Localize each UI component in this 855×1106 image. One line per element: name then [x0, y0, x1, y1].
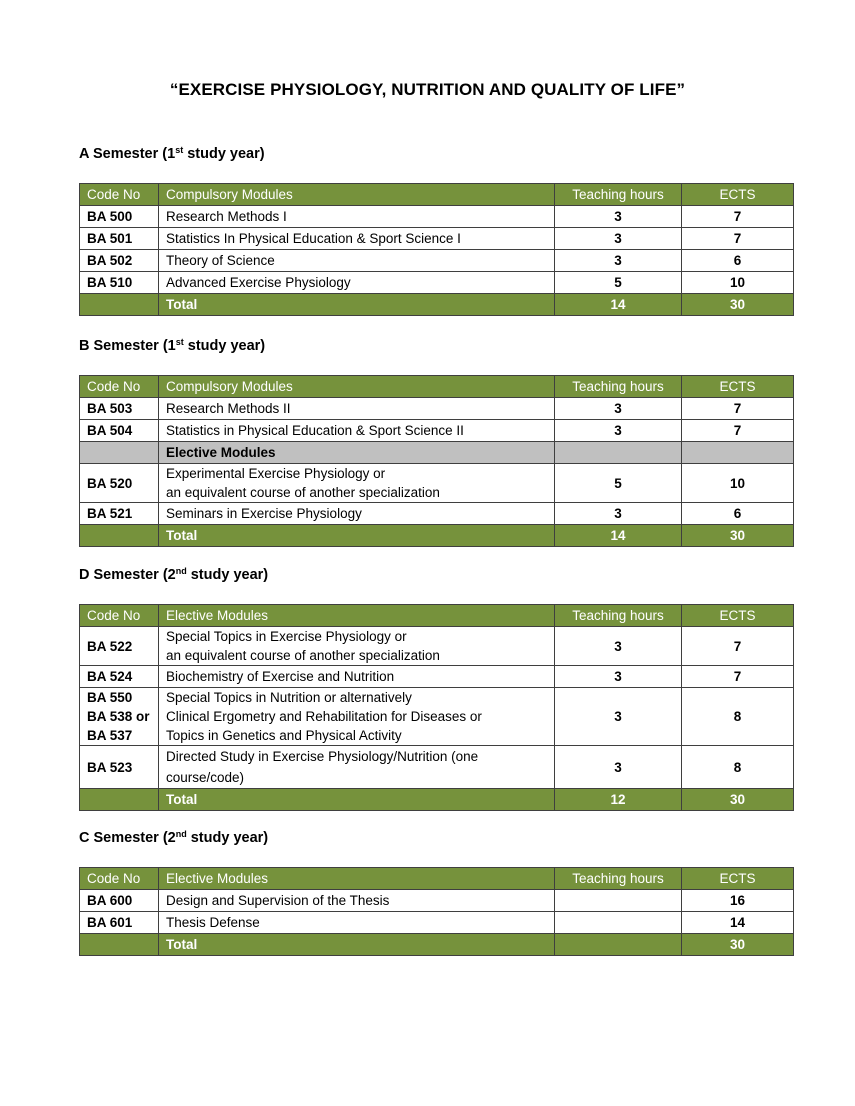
- total-hours: 12: [555, 789, 682, 811]
- elective-spacer: [555, 442, 682, 464]
- header-modules: Compulsory Modules: [159, 184, 555, 206]
- module-code: BA 502: [80, 250, 159, 272]
- header-code: Code No: [80, 376, 159, 398]
- module-code: BA 504: [80, 420, 159, 442]
- semester-c-heading: C Semester (2nd study year): [79, 829, 269, 846]
- module-ects: 7: [682, 666, 794, 688]
- header-modules: Elective Modules: [159, 868, 555, 890]
- module-code: BA 521: [80, 503, 159, 525]
- module-name: Seminars in Exercise Physiology: [159, 503, 555, 525]
- header-modules: Elective Modules: [159, 605, 555, 627]
- total-row: [80, 934, 794, 956]
- elective-spacer: [80, 442, 159, 464]
- module-ects: 7: [682, 206, 794, 228]
- total-hours: 14: [555, 294, 682, 316]
- header-code: Code No: [80, 184, 159, 206]
- elective-label: Elective Modules: [159, 442, 555, 464]
- module-ects: 8: [682, 746, 794, 789]
- module-hours: 3: [555, 746, 682, 789]
- module-name: [159, 464, 555, 503]
- header-hours: Teaching hours: [555, 376, 682, 398]
- header-hours: Teaching hours: [555, 868, 682, 890]
- module-name-line: Experimental Exercise Physiology or: [166, 466, 386, 481]
- header-ects: ECTS: [682, 868, 794, 890]
- elective-spacer: [682, 442, 794, 464]
- total-spacer: [80, 294, 159, 316]
- module-hours: 3: [555, 627, 682, 666]
- table-row: [80, 688, 794, 746]
- table-row: [80, 250, 794, 272]
- table-row: [80, 627, 794, 666]
- table-header-row: [80, 184, 794, 206]
- module-ects: 10: [682, 464, 794, 503]
- total-spacer: [80, 789, 159, 811]
- header-ects: ECTS: [682, 184, 794, 206]
- total-label: Total: [159, 789, 555, 811]
- module-ects: 7: [682, 398, 794, 420]
- module-name-line: course/code): [166, 770, 245, 785]
- total-spacer: [80, 934, 159, 956]
- total-ects: 30: [682, 294, 794, 316]
- table-header-row: [80, 605, 794, 627]
- table-row: [80, 666, 794, 688]
- semester-d-table: [79, 604, 794, 811]
- module-name: Design and Supervision of the Thesis: [159, 890, 555, 912]
- semester-a-table: [79, 183, 794, 316]
- module-ects: 7: [682, 228, 794, 250]
- module-hours: 3: [555, 250, 682, 272]
- module-name: Statistics In Physical Education & Sport Science I: [159, 228, 555, 250]
- module-hours: 3: [555, 420, 682, 442]
- module-name: [159, 627, 555, 666]
- table-row: [80, 228, 794, 250]
- module-code: BA 524: [80, 666, 159, 688]
- module-name: [159, 688, 555, 746]
- module-ects: 16: [682, 890, 794, 912]
- module-name-line: Special Topics in Exercise Physiology or: [166, 629, 407, 644]
- table-row: [80, 272, 794, 294]
- module-code: BA 522: [80, 627, 159, 666]
- table-row: [80, 890, 794, 912]
- total-label: Total: [159, 934, 555, 956]
- module-hours: 3: [555, 228, 682, 250]
- table-row: [80, 912, 794, 934]
- semester-b-heading: B Semester (1st study year): [79, 337, 266, 354]
- module-name: Advanced Exercise Physiology: [159, 272, 555, 294]
- module-hours: [555, 890, 682, 912]
- module-hours: 3: [555, 398, 682, 420]
- table-header-row: [80, 868, 794, 890]
- total-ects: 30: [682, 525, 794, 547]
- header-ects: ECTS: [682, 605, 794, 627]
- module-name: Statistics in Physical Education & Sport Science II: [159, 420, 555, 442]
- module-name-line: Clinical Ergometry and Rehabilitation for Diseases or: [166, 709, 482, 724]
- module-name: Thesis Defense: [159, 912, 555, 934]
- module-name: [159, 746, 555, 789]
- module-name: Research Methods I: [159, 206, 555, 228]
- table-row: [80, 746, 794, 789]
- module-name-line: an equivalent course of another specialization: [166, 485, 440, 500]
- total-row: [80, 294, 794, 316]
- semester-b-table: [79, 375, 794, 547]
- table-row: [80, 503, 794, 525]
- module-code: BA 510: [80, 272, 159, 294]
- module-name: Research Methods II: [159, 398, 555, 420]
- semester-d-heading: D Semester (2nd study year): [79, 566, 269, 583]
- header-code: Code No: [80, 605, 159, 627]
- module-name: Biochemistry of Exercise and Nutrition: [159, 666, 555, 688]
- elective-subheader-row: [80, 442, 794, 464]
- semester-c-table: [79, 867, 794, 956]
- module-code-line: BA 537: [87, 728, 133, 743]
- module-ects: 7: [682, 627, 794, 666]
- table-header-row: [80, 376, 794, 398]
- module-name: Theory of Science: [159, 250, 555, 272]
- module-hours: 3: [555, 688, 682, 746]
- table-row: [80, 464, 794, 503]
- total-hours: [555, 934, 682, 956]
- module-hours: 3: [555, 666, 682, 688]
- module-ects: 7: [682, 420, 794, 442]
- total-label: Total: [159, 294, 555, 316]
- semester-a-heading: A Semester (1st study year): [79, 145, 265, 162]
- total-hours: 14: [555, 525, 682, 547]
- module-code: BA 601: [80, 912, 159, 934]
- module-code: BA 501: [80, 228, 159, 250]
- module-ects: 6: [682, 250, 794, 272]
- total-row: [80, 789, 794, 811]
- module-name-line: Special Topics in Nutrition or alternatively: [166, 690, 412, 705]
- table-row: [80, 398, 794, 420]
- module-ects: 10: [682, 272, 794, 294]
- module-name-line: Topics in Genetics and Physical Activity: [166, 728, 402, 743]
- module-hours: 3: [555, 503, 682, 525]
- module-name-line: an equivalent course of another specialization: [166, 648, 440, 663]
- module-code: BA 520: [80, 464, 159, 503]
- module-hours: 5: [555, 464, 682, 503]
- total-label: Total: [159, 525, 555, 547]
- module-code: [80, 688, 159, 746]
- module-name-line: Directed Study in Exercise Physiology/Nutrition (one: [166, 749, 479, 764]
- total-ects: 30: [682, 934, 794, 956]
- module-hours: 3: [555, 206, 682, 228]
- module-code: BA 523: [80, 746, 159, 789]
- total-row: [80, 525, 794, 547]
- document-title: “EXERCISE PHYSIOLOGY, NUTRITION AND QUALITY OF LIFE”: [169, 80, 686, 99]
- module-ects: 8: [682, 688, 794, 746]
- table-row: [80, 420, 794, 442]
- module-code: BA 500: [80, 206, 159, 228]
- module-hours: [555, 912, 682, 934]
- table-row: [80, 206, 794, 228]
- total-spacer: [80, 525, 159, 547]
- module-code-line: BA 550: [87, 690, 133, 705]
- module-code-line: BA 538 or: [87, 709, 150, 724]
- header-ects: ECTS: [682, 376, 794, 398]
- module-ects: 14: [682, 912, 794, 934]
- total-ects: 30: [682, 789, 794, 811]
- header-modules: Compulsory Modules: [159, 376, 555, 398]
- module-hours: 5: [555, 272, 682, 294]
- header-hours: Teaching hours: [555, 605, 682, 627]
- module-code: BA 600: [80, 890, 159, 912]
- module-code: BA 503: [80, 398, 159, 420]
- header-hours: Teaching hours: [555, 184, 682, 206]
- module-ects: 6: [682, 503, 794, 525]
- header-code: Code No: [80, 868, 159, 890]
